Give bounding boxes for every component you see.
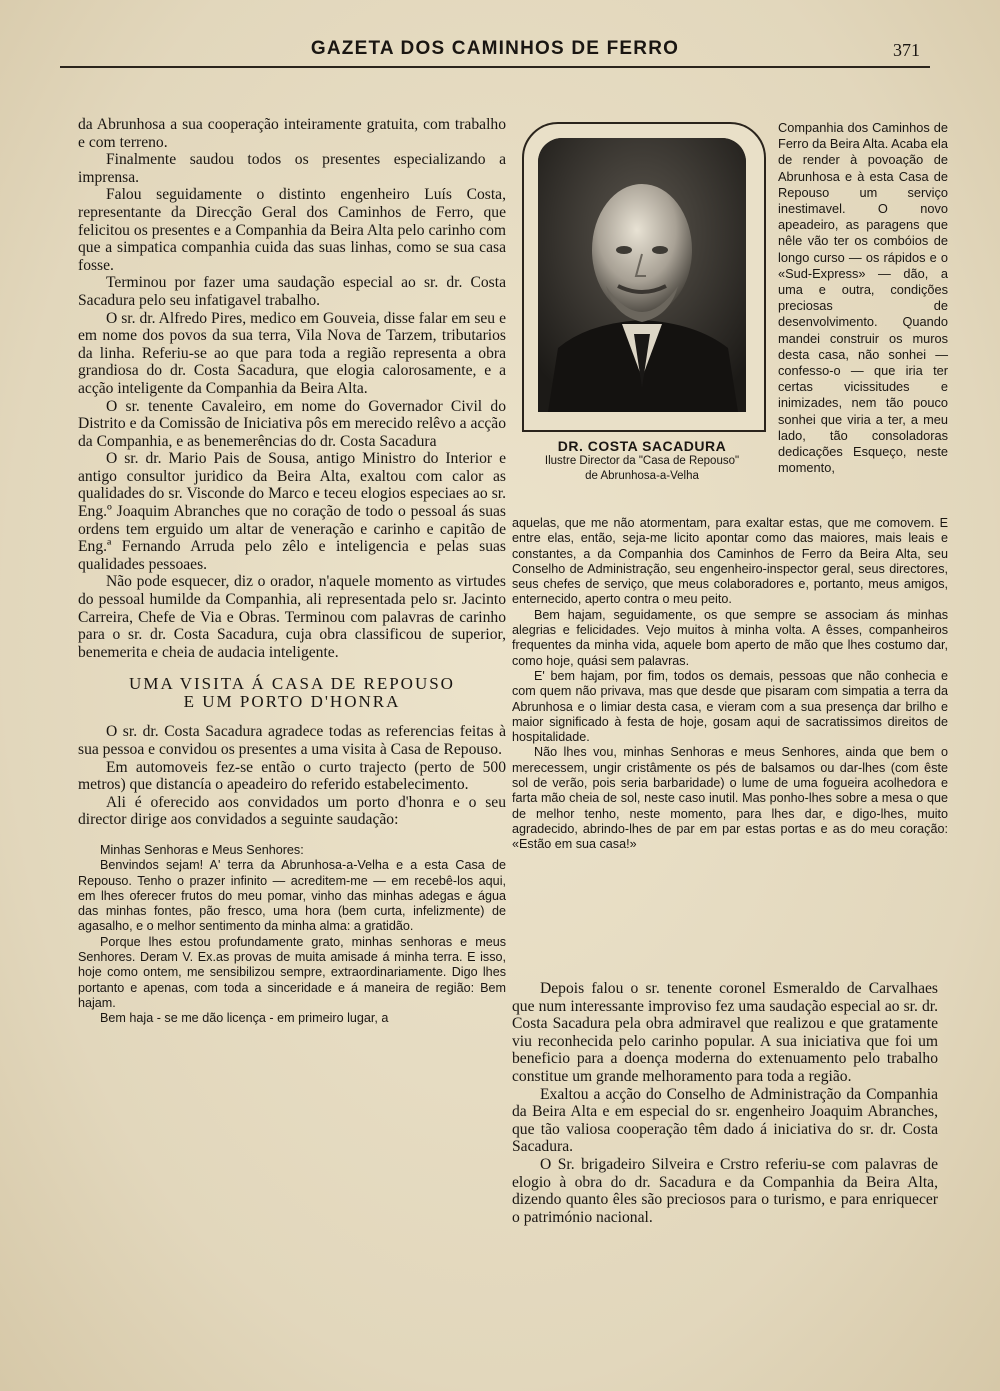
caption-line: de Abrunhosa-a-Velha [585, 470, 699, 482]
page-number: 371 [893, 40, 920, 60]
right-wide-column [512, 516, 948, 853]
article-paragraph: O Sr. brigadeiro Silveira e Crstro referiu-se com palavras de elogio à obra do dr. Sacadura e da Companhia da Beira Alta, dizendo quanto êles são preciosos para o turismo, e para enriquecer o património nacional. [512, 1155, 938, 1226]
speech-paragraph: E' bem hajam, por fim, todos os demais, pessoas que não conhecia e com quem não privava, mas que desde que pisaram com simpatia a terra da Abrunhosa e o limiar desta casa, e vieram com a sua presença dar brilho e maior significado à festa de hoje, gosam aqui de sacratissimos direitos de hospitalidade. [512, 668, 948, 745]
speech-paragraph: Bem haja - se me dão licença - em primeiro lugar, a [100, 1011, 389, 1026]
speech-paragraph: Não lhes vou, minhas Senhoras e meus Senhores, ainda que bem o merecessem, ungir cristâmente os pés de balsamos ou dar-lhes (com êste sol de verão, pois seria barbaridade) o lume de uma fogueira acolhedora e farta mão cheia de sol, neste caso inutil. Mas ponho-lhes sobre a mesa o que de melhor tenho, neste momento, para lhes dar, e digo-lhes, muito agradecido, abrindo-lhes de par em par estas portas e as do meu coração: «Estão em sua casa!» [512, 745, 948, 852]
caption-line: Ilustre Director da "Casa de Repouso" [544, 455, 740, 467]
section-heading-line: UMA VISITA Á CASA DE REPOUSO [129, 674, 455, 694]
left-column [78, 116, 506, 1027]
portrait-caption [514, 438, 770, 484]
right-lower-column [512, 980, 938, 1226]
article-paragraph: Terminou por fazer uma saudação especial ao sr. dr. Costa Sacadura pelo seu infatigavel trabalho. [78, 274, 506, 309]
speech-paragraph: aquelas, que me não atormentam, para exaltar estas, que me comovem. E entre elas, então, seja-me licito apontar como das maiores, mais leais e constantes, a da Companhia dos Caminhos de Ferro da Beira Alta, seu Conselho de Administração, seu engenheiro-inspector geral, seus directores, seus chefes de serviço, que meus colaboradores e, portanto, meus amigos, enternecido, aperto contra o meu peito. [512, 516, 948, 607]
article-paragraph: O sr. dr. Costa Sacadura agradece todas as referencias feitas à sua pessoa e convidou os presentes a uma visita à Casa de Repouso. [78, 723, 506, 758]
article-paragraph: O sr. tenente Cavaleiro, em nome do Governador Civil do Distrito e da Comissão de Iniciativa pôs em merecido relêvo a acção da Companhia, e as benemerências do dr. Costa Sacadura [78, 397, 506, 450]
article-paragraph: Exaltou a acção do Conselho de Administração da Companhia da Beira Alta e em especial do sr. engenheiro Joaquim Abranches, que tão valiosa cooperação têm dado á iniciativa do sr. dr. Costa Sacadura. [512, 1085, 938, 1156]
portrait-photo [538, 138, 746, 412]
speech-paragraph: Benvindos sejam! A' terra da Abrunhosa-a-Velha e a esta Casa de Repouso. Tenho o prazer infinito — acreditem-me — em recebê-los aqui, em lhes oferecer frutos do meu pomar, vinho das minhas adegas e água das minhas fontes, pão fresco, uma hora (bem curta, infelizmente) de agasalho, e o melhor sentimento da minha alma: a gratidão. [78, 858, 506, 934]
speech-paragraph: Porque lhes estou profundamente grato, minhas senhoras e meus Senhores. Deram V. Ex.as provas de muita amisade á minha terra. E isso, hoje como ontem, me sensibilizou sempre, extraordinariamente. Digo lhes portanto e apenas, com toda a sinceridade e á maneira de região: Bem hajam. [78, 934, 506, 1010]
publication-title: GAZETA DOS CAMINHOS DE FERRO [310, 38, 680, 59]
article-paragraph: Falou seguidamente o distinto engenheiro Luís Costa, representante da Direcção Geral dos Caminhos de Ferro, que felicitou os presentes e a Companhia da Beira Alta pelo carinho com que a simpatica companhia cuida das suas linhas, como se sua casa fosse. [78, 186, 506, 274]
speech-paragraph: Companhia dos Caminhos de Ferro da Beira Alta. Acaba ela de render à povoação de Abrunhosa e à esta Casa de Repouso um serviço inestimavel. O novo apeadeiro, as paragens que nêle vão ter os combóios de longo curso — os rápidos e o «Sud-Express» — dão, a uma e outra, condições preciosas de desenvolvimento. Quando mandei construir os muros desta casa, não sonhei — confesso-o — que iria ter certas vicissitudes e inimizades, nem tão pouco sonhei que viria a ter, a meu lado, tão consoladoras dedicações Esqueço, neste momento, [778, 120, 949, 476]
article-paragraph: Em automoveis fez-se então o curto trajecto (perto de 500 metros) que distancía o apeadeiro do referido estabelecimento. [78, 758, 506, 794]
right-narrow-column [778, 120, 948, 476]
page-header [60, 36, 930, 68]
speech-paragraph: Bem hajam, seguidamente, os que sempre se associam ás minhas alegrias e felicidades. Vejo muitos à minha volta. A êsses, companheiros frequentes da minha vida, aquele bom aperto de mão que lhes costumo dar, como hoje, quási sem palavras. [512, 607, 948, 668]
article-paragraph: Ali é oferecido aos convidados um porto d'honra e o seu director dirige aos convidados a seguinte saudação: [78, 793, 506, 829]
speech-text [78, 843, 506, 1027]
article-paragraph: Não pode esquecer, diz o orador, n'aquele momento as virtudes do pessoal humilde da Companhia, ali representada pelo sr. Jacinto Carreira, Chefe de Via e Obras. Terminou com palavras de carinho para o sr. dr. Costa Sacadura, cuja obra classificou de superior, benemerita e cheia de audacia inteligente. [78, 573, 506, 661]
speech-salutation: Minhas Senhoras e Meus Senhores: [100, 842, 304, 857]
section-heading [78, 675, 506, 711]
article-paragraph: Depois falou o sr. tenente coronel Esmeraldo de Carvalhaes que num interessante improviso fez uma saudação especial ao sr. dr. Costa Sacadura pela obra admiravel que realizou e que gratamente viu reconhecida pelo carinho popular. A sua iniciativa que foi um beneficio para a doença moderna do extenuamento pelo trabalho constitue um grande melhoramento para toda a região. [512, 980, 938, 1085]
section-heading-line: E UM PORTO D'HONRA [183, 692, 401, 712]
article-paragraph: O sr. dr. Alfredo Pires, medico em Gouveia, disse falar em seu e em nome dos povos da sua terra, Vila Nova de Tarzem, tributarios da linha. Referiu-se ao que para toda a região representa a obra grandiosa do dr. Costa Sacadura, que elogia calorosamente, e a acção inteligente da Companhia da Beira Alta. [78, 309, 506, 397]
article-paragraph: da Abrunhosa a sua cooperação inteiramente gratuita, com trabalho e com terreno. [78, 116, 506, 151]
article-paragraph: Finalmente saudou todos os presentes especializando a imprensa. [78, 151, 506, 186]
caption-name: DR. COSTA SACADURA [557, 438, 727, 454]
portrait-frame [522, 122, 766, 432]
article-paragraph: O sr. dr. Mario Pais de Sousa, antigo Ministro do Interior e antigo consultor juridico da Beira Alta, exaltou com calor as qualidades do sr. Visconde do Marco e teceu elogios especiaes ao sr. Eng.º Joaquim Abranches que no coração de todo o pessoal ás suas ordens tem erguido um altar de veneração e carinho e capitão de Eng.ª Fernando Arruda pelo zêlo e inteligencia e pelas suas qualidades pessoaes. [78, 450, 506, 573]
